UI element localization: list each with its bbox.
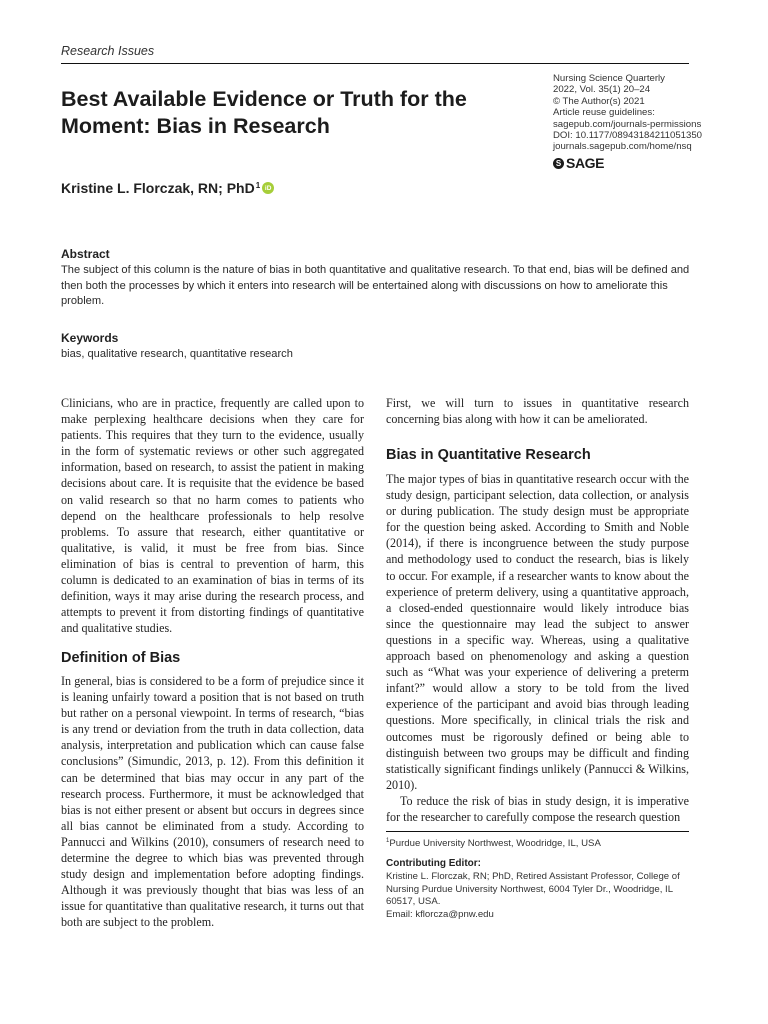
author-name: Kristine L. Florczak, RN; PhD — [61, 180, 255, 196]
quantitative-paragraph-1: The major types of bias in quantitative research occur with the study design, participant selection, data collection, or analysis or during publication. The study design must be appropriate for the question being asked. According to Smith and Noble (2014), if there is incongruence between the study purpose and methodology used to conduct the research, bias is likely to occur. For example, if a researcher wants to know about the experience of preterm delivery, using a quantitative approach, a closed-ended questionnaire would likely introduce bias since the questionnaire may lead the subject to answer questions in a specific way. Whereas, using a qualitative approach based on phenomenology and asking a question such as “What was your experience of delivering a preterm infant?” would allow a story to be told from the lived experience of the participant and avoid bias through leading questions. More specifically, in clinical trials the risk and outcomes must be rigorously defined or being able to distinguish between two groups may be difficult and finding statistically significant findings unlikely (Pannucci & Wilkins, 2010). — [386, 472, 689, 792]
author-line — [61, 180, 274, 196]
right-intro-section — [386, 395, 689, 427]
article-title: Best Available Evidence or Truth for the Moment: Bias in Research — [61, 87, 467, 138]
author-affiliation-marker: 1 — [255, 181, 261, 190]
journal-homepage-link[interactable]: journals.sagepub.com/home/nsq — [553, 141, 692, 153]
footnote-rule — [386, 831, 689, 832]
editor-email[interactable]: Email: kflorcza@pnw.edu — [386, 908, 494, 920]
journal-permissions-link[interactable]: sagepub.com/journals-permissions — [553, 118, 702, 130]
sage-logo-icon: S — [553, 158, 564, 169]
journal-meta — [553, 73, 753, 153]
abstract-heading: Abstract — [61, 247, 110, 261]
contributing-editor-details — [386, 871, 686, 921]
quantitative-heading: Bias in Quantitative Research — [386, 447, 591, 463]
definition-heading: Definition of Bias — [61, 650, 181, 666]
journal-copyright: © The Author(s) 2021 — [553, 95, 645, 107]
keywords-text: bias, qualitative research, quantitative research — [61, 348, 293, 360]
definition-section — [61, 673, 364, 931]
intro-paragraph-text: Clinicians, who are in practice, frequently are called upon to make perplexing healthcare decisions when they care for patients. This requires that they turn to the evidence, usually in the form of systematic reviews or other such aggregated information, based on research, to assist the patient in making decisions about care. It is requisite that the evidence be based on valid research so that no harm comes to patients who depend on the healthcare professionals to help resolve problems. To assure that research, either quantitative or qualitative, is valid, it must be free from bias. Since elimination of bias is central to prevention of harm, this column is dedicated to an examination of bias in terms of its definition, ways it may arise during the research process, and attempts to prevent it from distorting findings of quantitative and qualitative studies. — [61, 396, 364, 636]
publisher-logo — [553, 155, 604, 171]
quantitative-paragraph-2: To reduce the risk of bias in study design, it is imperative for the researcher to carefully compose the research question — [386, 793, 689, 824]
editor-line: Kristine L. Florczak, RN; PhD, Retired Assistant Professor, College of — [386, 871, 680, 882]
editor-line: 60517, USA. — [386, 896, 441, 908]
affiliation-footnote — [386, 838, 601, 849]
quantitative-section — [386, 471, 689, 825]
affiliation-marker: 1 — [386, 838, 390, 844]
contributing-editor-label: Contributing Editor: — [386, 858, 481, 869]
journal-volume: 2022, Vol. 35(1) 20–24 — [553, 84, 651, 96]
intro-paragraph — [61, 395, 364, 636]
journal-reuse-label: Article reuse guidelines: — [553, 107, 655, 119]
keywords-heading: Keywords — [61, 331, 119, 345]
journal-doi[interactable]: DOI: 10.1177/08943184211051350 — [553, 130, 703, 142]
orcid-icon[interactable]: iD — [262, 182, 274, 194]
affiliation-text: Purdue University Northwest, Woodridge, IL, USA — [389, 838, 601, 850]
publisher-name: SAGE — [566, 155, 605, 171]
right-intro-paragraph: First, we will turn to issues in quantitative research concerning bias along with how it can be ameliorated. — [386, 396, 689, 427]
section-label: Research Issues — [61, 44, 155, 58]
editor-line: Nursing Purdue University Northwest, 6004 Tyler Dr., Woodridge, IL — [386, 883, 674, 895]
header-rule — [61, 63, 689, 64]
abstract-text: The subject of this column is the nature of bias in both quantitative and qualitative research. To that end, bias will be defined and then both the processes by which it enters into research will be entertained along with discussions on how to ameliorate this problem. — [61, 264, 690, 307]
journal-name: Nursing Science Quarterly — [553, 73, 665, 84]
definition-paragraph: In general, bias is considered to be a form of prejudice since it is leaning unfairly toward a position that is not based on truth but rather on a personal viewpoint. In terms of research, “bias is any trend or deviation from the truth in data collection, data analysis, interpretation and publication which can cause false conclusions” (Simundic, 2013, p. 12). From this definition it can be determined that bias may occur in any part of the research process. Furthermore, it must be acknowledged that bias is not either present or absent but occurs in degrees since all bias cannot be eliminated from a study. According to Pannucci and Wilkins (2010), consumers of research need to determine the degree to which bias was prevented through study design and implementation before adopting findings. Although it was previously thought that bias was less of an issue for quantitative than qualitative research, it turns out that both are subject to the problem. — [61, 674, 364, 930]
